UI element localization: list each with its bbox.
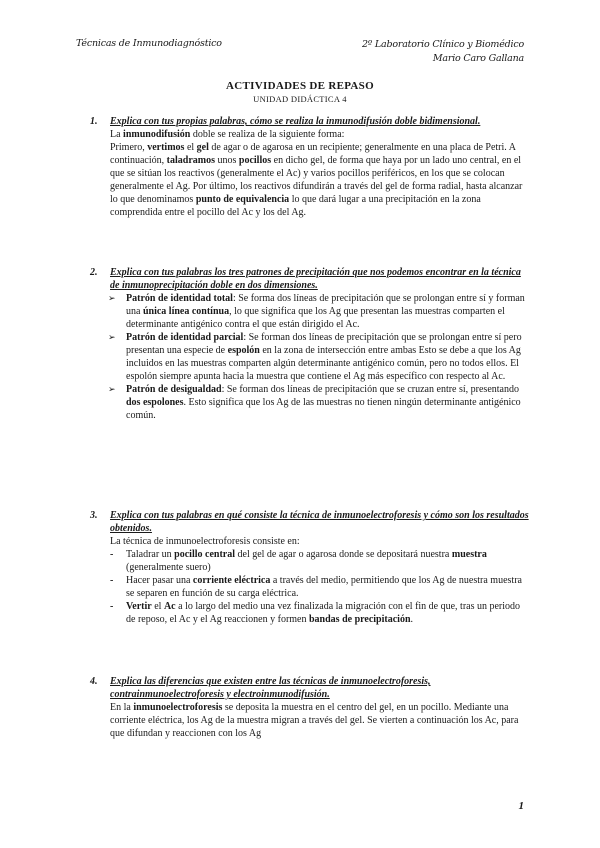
list-item: ➢ Patrón de identidad parcial: Se forman dos líneas de precipitación que se prolongan entre sí pero presentan una especie de espolón en la zona de intersección entre ambas Esto se debe a que los Ag incluidos en las muestras comparten algún determinante antigénico común, pero no todos ellos. El espolón siempre apunta hacia la muestra que contiene el Ag más específico con respecto al Ac. (108, 332, 522, 382)
list-item: - Taladrar un pocillo central del gel de agar o agarosa donde se depositará nuestra muestra (generalmente suero) (110, 549, 487, 573)
page-title: ACTIVIDADES DE REPASO (226, 80, 374, 92)
question-1-text: Explica con tus propias palabras, cómo se realiza la inmunodifusión doble bidimensional. (110, 116, 481, 127)
question-3-number: 3. (90, 510, 98, 521)
list-item: - Hacer pasar una corriente eléctrica a través del medio, permitiendo que los Ag de nuestra muestra se separen en función de su carga eléctrica. (110, 575, 522, 599)
question-2-block (90, 266, 530, 422)
arrow-bullet-icon: ➢ (108, 384, 116, 394)
page-number: 1 (518, 800, 524, 812)
question-4-block (90, 675, 530, 740)
list-item: ➢ Patrón de desigualdad: Se forman dos líneas de precipitación que se cruzan entre sí, presentando dos espolones. Esto significa que los Ag de las muestras no tienen ningún determinante antigénico común. (108, 384, 521, 421)
answer-4: En la inmunoelectroforesis se deposita la muestra en el centro del gel, en un pocillo. Mediante una corriente eléctrica, los Ag de la muestra migran a través del gel. Se vierten a continuación los Ac, para que difundan y reaccionen con los Ag (110, 702, 519, 739)
dash-bullet-icon: - (110, 575, 114, 586)
question-4-number: 4. (90, 676, 98, 687)
header-right-line1: 2º Laboratorio Clínico y Biomédico (361, 39, 524, 50)
arrow-bullet-icon: ➢ (108, 332, 116, 342)
answer-3-intro: La técnica de inmunoelectroforesis consiste en: (110, 536, 300, 547)
answer-1 (90, 128, 530, 219)
question-3-block (90, 509, 530, 626)
answer-1-body: Primero, vertimos el gel de agar o de agarosa en un recipiente; generalmente en una placa de Petri. A continuación, taladramos unos pocillos en dicho gel, de forma que haya por un lado uno central, en el que se sitúan los reactivos (generalmente el Ac) y varios pocillos periféricos, en los que se colocan generalmente el Ag. Por último, los reactivos difundirán a través del gel de forma radial, hasta alcanzar lo que denominamos punto de equivalencia lo que dará lugar a una precipitación en la zona comprendida entre el pocillo del Ac y los del Ag. (110, 142, 523, 218)
header-right (362, 38, 524, 66)
question-4 (90, 675, 530, 701)
question-2 (90, 266, 530, 292)
question-3 (90, 509, 530, 535)
question-1 (90, 115, 530, 128)
dash-bullet-icon: - (110, 549, 114, 560)
question-3-text: Explica con tus palabras en qué consiste la técnica de inmunoelectroforesis y cómo son los resultados obtenidos. (110, 510, 529, 534)
question-2-text: Explica con tus palabras los tres patrones de precipitación que nos podemos encontrar en la técnica de inmunoprecipitación doble en dos dimensiones. (110, 267, 521, 291)
list-item: - Vertir el Ac a lo largo del medio una vez finalizada la migración con el fin de que, tras un periodo de reposo, el Ac y el Ag reaccionen y formen bandas de precipitación. (110, 601, 521, 625)
arrow-bullet-icon: ➢ (108, 293, 116, 303)
page-subtitle: UNIDAD DIDÁCTICA 4 (253, 94, 347, 104)
question-4-text: Explica las diferencias que existen entre las técnicas de inmunoelectroforesis, contrainmunoelectroforesis y electroinmunodifusión. (110, 676, 431, 700)
header-right-line2: Mario Caro Gallana (432, 53, 524, 64)
question-2-number: 2. (90, 267, 98, 278)
question-1-block (90, 115, 530, 219)
question-1-number: 1. (90, 116, 98, 127)
dash-bullet-icon: - (110, 601, 114, 612)
list-item: ➢ Patrón de identidad total: Se forma dos líneas de precipitación que se prolongan entre sí y forman una única línea contínua, lo que significa que los Ag que presentan las muestras comparten el determinante antigénico contra el que están dirigido el Ac. (108, 293, 525, 330)
answer-1-intro: La inmunodifusión doble se realiza de la siguiente forma: (110, 129, 345, 140)
header-left: Técnicas de Inmunodiagnóstico (76, 38, 222, 49)
pattern-list (90, 292, 530, 422)
step-list (90, 548, 530, 626)
